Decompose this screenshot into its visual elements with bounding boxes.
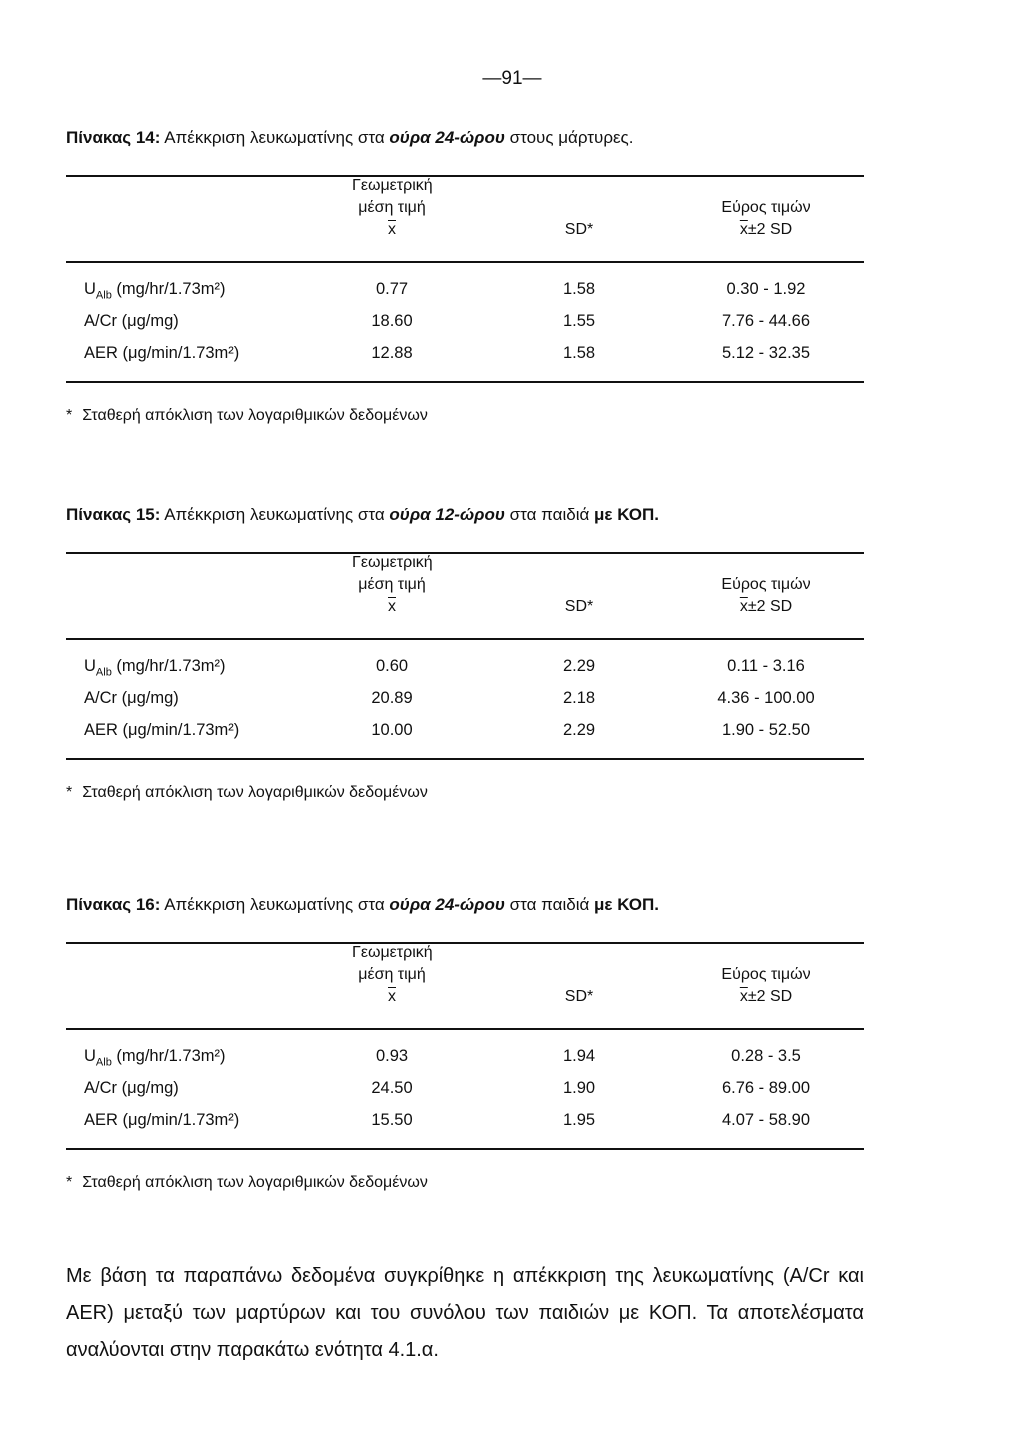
range-header-formula <box>681 221 851 239</box>
row-label: $U_{Alb}$ (mg/hr/1.73m²) <box>84 1047 226 1069</box>
table-row <box>66 682 864 714</box>
row-range: 1.90 - 52.50 <box>721 721 811 739</box>
caption-tail: στους μάρτυρες. <box>504 128 634 147</box>
table-header <box>66 177 864 253</box>
row-label: AER (μg/min/1.73m²) <box>84 721 240 739</box>
table-row <box>66 305 864 337</box>
row-sd: 1.94 <box>562 1047 596 1065</box>
caption-emphasis: ούρα 12-ώρου <box>389 505 505 524</box>
caption-bold-tail: με ΚΟΠ. <box>594 505 659 524</box>
caption-label: Πίνακας 15: <box>66 505 161 524</box>
row-mean: 0.60 <box>375 657 409 675</box>
footnote-star: * <box>66 407 73 424</box>
row-sd: 2.29 <box>562 657 596 675</box>
row-sd: 1.95 <box>562 1111 596 1129</box>
row-range: 6.76 - 89.00 <box>721 1079 811 1097</box>
table-footnote <box>66 784 864 802</box>
row-label: AER (μg/min/1.73m²) <box>84 344 240 362</box>
range-header-line1: Εύρος τιμών <box>721 966 811 983</box>
mean-header-line2: μέση τιμή <box>358 966 426 983</box>
row-range: 0.30 - 1.92 <box>726 280 806 298</box>
row-mean: 18.60 <box>371 312 413 330</box>
table-bottom-rule <box>66 1148 864 1150</box>
footnote-text: Σταθερή απόκλιση των λογαριθμικών δεδομένων <box>82 1174 428 1191</box>
table-bottom-rule <box>66 758 864 760</box>
table-caption <box>66 128 864 148</box>
range-header-formula <box>681 598 851 616</box>
row-mean: 24.50 <box>371 1079 413 1097</box>
mean-header-symbol: $\overline{x}$ <box>388 598 396 615</box>
mean-header-line2: μέση τιμή <box>358 199 426 216</box>
caption-emphasis: ούρα 24-ώρου <box>389 895 505 914</box>
row-sd: 1.58 <box>562 280 596 298</box>
table-14-block <box>66 128 864 425</box>
row-sd: 1.55 <box>562 312 596 330</box>
caption-tail: στα παιδιά <box>504 505 595 524</box>
table-caption <box>66 505 864 525</box>
footnote-star: * <box>66 784 73 801</box>
table-footnote <box>66 1174 864 1192</box>
row-sd: 2.18 <box>562 689 596 707</box>
caption-text: Απέκκριση λευκωματίνης στα <box>160 128 390 147</box>
row-range: 0.11 - 3.16 <box>727 657 805 675</box>
caption-text: Απέκκριση λευκωματίνης στα <box>160 895 390 914</box>
mean-header-line1: Γεωμετρική <box>352 944 433 961</box>
body-paragraph: Με βάση τα παραπάνω δεδομένα συγκρίθηκε η απέκκριση της λευκωματίνης (A/Cr και AER) μεταξύ των μαρτύρων και του συνόλου των παιδιών με ΚΟΠ. Τα αποτελέσματα αναλύονται στην παρακάτω ενότητα 4.1.α. <box>66 1265 864 1361</box>
range-header-formula <box>681 988 851 1006</box>
table-row <box>66 1040 864 1072</box>
row-range: 5.12 - 32.35 <box>721 344 811 362</box>
row-sd: 1.58 <box>562 344 596 362</box>
table-row <box>66 714 864 746</box>
table-row <box>66 1104 864 1136</box>
footnote-text: Σταθερή απόκλιση των λογαριθμικών δεδομένων <box>82 407 428 424</box>
table-16-block <box>66 895 864 1192</box>
row-label: AER (μg/min/1.73m²) <box>84 1111 240 1129</box>
table-header <box>66 944 864 1020</box>
row-sd: 1.90 <box>562 1079 596 1097</box>
range-header-symbol: $\overline{x}$ <box>739 988 748 1005</box>
row-range: 0.28 - 3.5 <box>731 1047 801 1065</box>
range-header-symbol: $\overline{x}$ <box>739 598 748 615</box>
page-number: —91— <box>482 68 542 89</box>
mean-header-line2: μέση τιμή <box>358 576 426 593</box>
range-header-symbol: $\overline{x}$ <box>739 221 748 238</box>
footnote-star: * <box>66 1174 73 1191</box>
sd-header: SD* <box>564 221 594 238</box>
table-row <box>66 273 864 305</box>
footnote-text: Σταθερή απόκλιση των λογαριθμικών δεδομένων <box>82 784 428 801</box>
caption-label: Πίνακας 14: <box>66 128 161 147</box>
row-range: 4.36 - 100.00 <box>717 689 815 707</box>
table-bottom-rule <box>66 381 864 383</box>
row-label: A/Cr (μg/mg) <box>84 689 179 707</box>
row-mean: 20.89 <box>371 689 413 707</box>
row-mean: 12.88 <box>371 344 413 362</box>
sd-header: SD* <box>564 598 594 615</box>
table-row <box>66 1072 864 1104</box>
table-row <box>66 650 864 682</box>
mean-header-line1: Γεωμετρική <box>352 177 433 194</box>
caption-emphasis: ούρα 24-ώρου <box>389 128 505 147</box>
caption-bold-tail: με ΚΟΠ. <box>594 895 659 914</box>
range-header-line1: Εύρος τιμών <box>721 576 811 593</box>
table-footnote <box>66 407 864 425</box>
row-mean: 10.00 <box>371 721 413 739</box>
row-mean: 15.50 <box>371 1111 413 1129</box>
row-sd: 2.29 <box>562 721 596 739</box>
table-row <box>66 337 864 369</box>
row-range: 4.07 - 58.90 <box>721 1111 811 1129</box>
range-header-line1: Εύρος τιμών <box>721 199 811 216</box>
row-label: A/Cr (μg/mg) <box>84 1079 179 1097</box>
row-mean: 0.93 <box>375 1047 409 1065</box>
mean-header-symbol: $\overline{x}$ <box>388 221 396 238</box>
table-15-block <box>66 505 864 802</box>
range-header-rest: ±2 SD <box>747 598 793 615</box>
mean-header-symbol: $\overline{x}$ <box>388 988 396 1005</box>
range-header-rest: ±2 SD <box>747 988 793 1005</box>
caption-label: Πίνακας 16: <box>66 895 161 914</box>
row-label: $U_{Alb}$ (mg/hr/1.73m²) <box>84 657 226 679</box>
table-caption <box>66 895 864 915</box>
table-header <box>66 554 864 630</box>
row-label: A/Cr (μg/mg) <box>84 312 179 330</box>
row-label: $U_{Alb}$ (mg/hr/1.73m²) <box>84 280 226 302</box>
row-mean: 0.77 <box>375 280 409 298</box>
sd-header: SD* <box>564 988 594 1005</box>
caption-text: Απέκκριση λευκωματίνης στα <box>160 505 390 524</box>
row-range: 7.76 - 44.66 <box>721 312 811 330</box>
caption-tail: στα παιδιά <box>504 895 595 914</box>
range-header-rest: ±2 SD <box>747 221 793 238</box>
mean-header-line1: Γεωμετρική <box>352 554 433 571</box>
